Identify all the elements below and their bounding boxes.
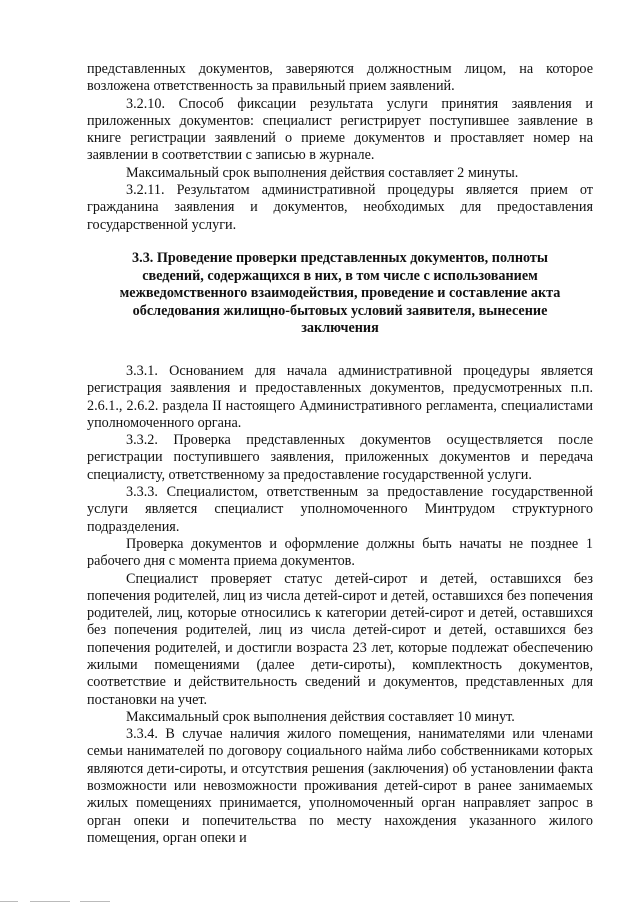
section-heading-line: 3.3. Проведение проверки представленных документов, полноты: [132, 249, 548, 266]
section-heading: [87, 250, 593, 338]
paragraph: 3.3.2. Проверка представленных документов осуществляется после регистрации поступившего заявления, приложенных документов и передача специалисту, ответственному за предоставление государственной услуги.: [87, 432, 593, 483]
section-heading-line: сведений, содержащихся в них, в том числе с использованием: [142, 267, 538, 284]
paragraph: Проверка документов и оформление должны быть начаты не позднее 1 рабочего дня с момента приема документов.: [87, 535, 593, 570]
section-heading-line: межведомственного взаимодействия, проведение и составление акта: [119, 285, 561, 302]
paragraph: 3.2.10. Способ фиксации результата услуги принятия заявления и приложенных документов: специалист регистрирует поступившее заявление в книге регистрации заявлений о приеме документов и проставляет номер на заявлении в соответствии с записью в журнале.: [87, 95, 593, 164]
divider: [80, 901, 110, 902]
paragraph: представленных документов, заверяются должностным лицом, на которое возложена ответственность за правильный прием заявлений.: [87, 61, 593, 95]
paragraph: 3.2.11. Результатом административной процедуры является прием от гражданина заявления и документов, необходимых для предоставления государственной услуги.: [87, 182, 593, 233]
divider: [30, 901, 70, 902]
paragraph: 3.3.3. Специалистом, ответственным за предоставление государственной услуги является специалист уполномоченного Минтрудом структурного подразделения.: [87, 484, 593, 535]
page-bottom-edge: [0, 898, 638, 905]
paragraph: 3.3.1. Основанием для начала административной процедуры является регистрация заявления и предоставленных документов, предусмотренных п.п. 2.6.1., 2.6.2. раздела II настоящего Административного регламента, специалистами уполномоченного органа.: [87, 362, 593, 431]
document-page: [87, 61, 593, 847]
paragraph: Специалист проверяет статус детей-сирот и детей, оставшихся без попечения родителей, лиц из числа детей-сирот и детей, оставшихся без попечения родителей, лиц, которые относились к категории детей-сирот и детей, оставшихся без попечения родителей, лиц из числа детей-сирот и детей, оставшихся без попечения родителей, и достигли возраста 23 лет, которые подлежат обеспечению жилыми помещениями (далее дети-сироты), комплектность документов, соответствие и действительность сведений и документов, представленных для постановки на учет.: [87, 570, 593, 708]
paragraph: Максимальный срок выполнения действия составляет 10 минут.: [126, 708, 515, 725]
paragraph: 3.3.4. В случае наличия жилого помещения, нанимателями или членами семьи нанимателей по договору социального найма либо собственниками которых являются дети-сироты, и отсутствия решения (заключения) об установлении факта возможности или невозможности проживания детей-сирот в ранее занимаемых жилых помещениях принимается, уполномоченный орган направляет запрос в орган опеки и попечительства по месту нахождения указанного жилого помещения, орган опеки и: [87, 726, 593, 846]
paragraph: Максимальный срок выполнения действия составляет 2 минуты.: [126, 164, 519, 181]
section-heading-line: заключения: [301, 320, 379, 337]
divider: [0, 901, 18, 902]
section-heading-line: обследования жилищно-бытовых условий заявителя, вынесение: [132, 302, 548, 319]
